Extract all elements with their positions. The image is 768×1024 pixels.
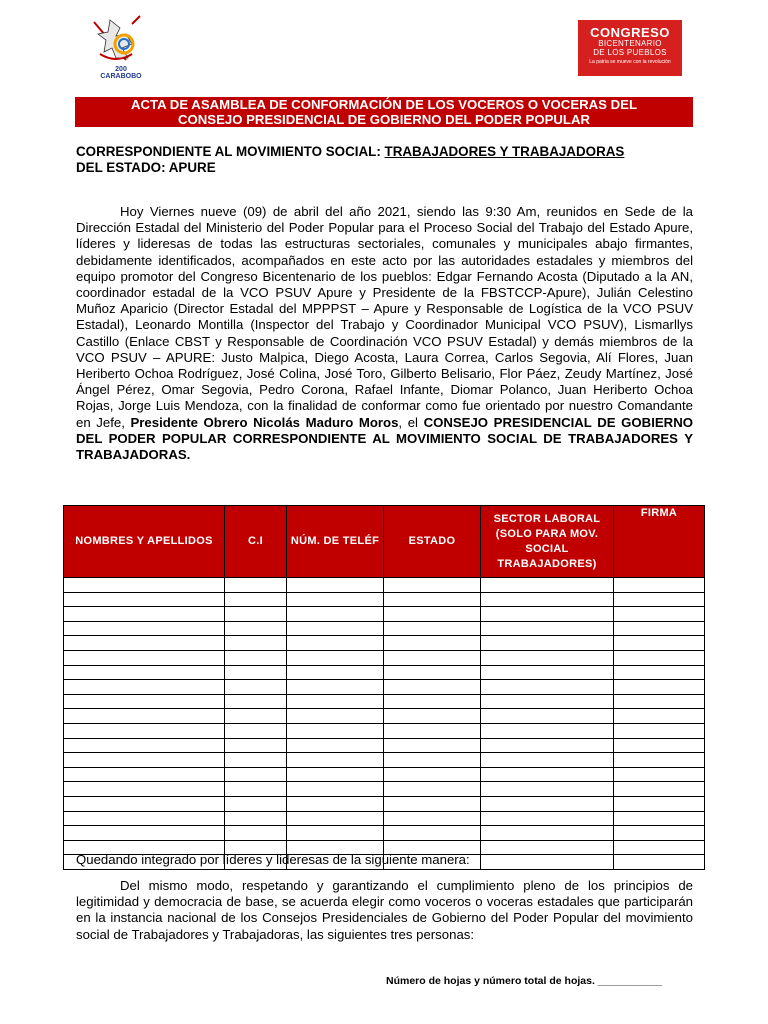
table-cell[interactable] [481,826,614,841]
table-cell[interactable] [287,723,384,738]
table-row [64,782,705,797]
table-cell[interactable] [64,738,225,753]
table-cell[interactable] [225,621,287,636]
table-cell[interactable] [64,650,225,665]
table-row [64,709,705,724]
table-cell[interactable] [225,650,287,665]
table-cell[interactable] [614,826,705,841]
subtitle-state: DEL ESTADO: APURE [76,160,216,175]
table-cell[interactable] [481,782,614,797]
table-cell[interactable] [287,694,384,709]
table-cell[interactable] [64,811,225,826]
table-cell[interactable] [481,636,614,651]
subtitle-prefix: CORRESPONDIENTE AL MOVIMIENTO SOCIAL: [76,144,385,159]
document-title [75,97,693,127]
table-cell[interactable] [287,738,384,753]
table-cell[interactable] [481,578,614,593]
table-cell[interactable] [481,723,614,738]
table-row [64,650,705,665]
table-cell[interactable] [384,811,481,826]
table-cell[interactable] [225,709,287,724]
table-cell[interactable] [384,782,481,797]
table-cell[interactable] [225,694,287,709]
table-cell[interactable] [481,650,614,665]
table-cell[interactable] [384,753,481,768]
table-cell[interactable] [614,738,705,753]
logo-slogan: La patria se mueve con la revolución [589,59,671,65]
table-row [64,621,705,636]
table-cell[interactable] [384,723,481,738]
table-cell[interactable] [287,796,384,811]
after-table-text: Quedando integrado por líderes y lideresas de la siguiente manera: [76,852,470,867]
subtitle-movement: TRABAJADORES Y TRABAJADORAS [384,144,625,159]
table-cell[interactable] [614,592,705,607]
table-cell[interactable] [225,826,287,841]
table-cell[interactable] [64,767,225,782]
table-cell[interactable] [481,753,614,768]
table-cell[interactable] [384,665,481,680]
paragraph-intro [76,204,693,463]
table-cell[interactable] [614,607,705,622]
table-cell[interactable] [481,621,614,636]
table-row [64,607,705,622]
table-cell[interactable] [225,782,287,797]
table-cell[interactable] [384,796,481,811]
table-cell[interactable] [64,578,225,593]
table-cell[interactable] [614,578,705,593]
congreso-bicentenario-logo [578,20,682,76]
table-cell[interactable] [287,592,384,607]
sheet-count-footer: Número de hojas y número total de hojas. ___________ [386,975,663,987]
table-cell[interactable] [287,665,384,680]
paragraph-intro-president: Presidente Obrero Nicolás Maduro Moros [130,414,399,430]
table-cell[interactable] [614,782,705,797]
table-cell[interactable] [384,650,481,665]
table-cell[interactable] [225,592,287,607]
table-cell[interactable] [614,796,705,811]
paragraph-election-text: Del mismo modo, respetando y garantizando el cumplimiento pleno de los principios de legitimidad y democracia de base, se acuerda elegir como voceros o voceras estadales que participarán en la instancia nacional de los Consejos Presidenciales de Gobierno del Poder Popular del movimiento social de Trabajadores y Trabajadoras, las siguientes tres personas: [76,878,693,942]
table-cell[interactable] [64,753,225,768]
table-cell[interactable] [614,650,705,665]
table-cell[interactable] [384,694,481,709]
table-cell[interactable] [481,680,614,695]
table-cell[interactable] [287,621,384,636]
table-cell[interactable] [287,753,384,768]
table-cell[interactable] [481,665,614,680]
header-estado: ESTADO [384,506,481,578]
table-cell[interactable] [384,578,481,593]
table-cell[interactable] [481,811,614,826]
table-cell[interactable] [384,636,481,651]
table-cell[interactable] [64,665,225,680]
table-cell[interactable] [481,767,614,782]
table-cell[interactable] [614,636,705,651]
bicentenario-logo [86,14,146,82]
table-cell[interactable] [614,767,705,782]
table-cell[interactable] [225,665,287,680]
header-firma: FIRMA [614,506,705,578]
table-cell[interactable] [64,796,225,811]
table-cell[interactable] [225,753,287,768]
table-cell[interactable] [287,578,384,593]
header-sector-laboral: SECTOR LABORAL (SOLO PARA MOV. SOCIAL TRABAJADORES) [481,506,614,578]
table-row [64,694,705,709]
title-line-2: CONSEJO PRESIDENCIAL DE GOBIERNO DEL PODER POPULAR [177,112,591,127]
table-cell[interactable] [384,592,481,607]
table-cell[interactable] [287,650,384,665]
table-cell[interactable] [225,578,287,593]
table-cell[interactable] [614,680,705,695]
table-cell[interactable] [225,723,287,738]
table-row [64,723,705,738]
logo-bicentenario: BICENTENARIO [598,39,662,48]
table-cell[interactable] [481,694,614,709]
table-cell[interactable] [384,738,481,753]
logo-left-text: 200 CARABOBO [100,66,142,80]
table-cell[interactable] [384,826,481,841]
title-line-1: ACTA DE ASAMBLEA DE CONFORMACIÓN DE LOS VOCEROS O VOCERAS DEL [130,97,638,112]
table-cell[interactable] [225,680,287,695]
header-ci: C.I [225,506,287,578]
table-cell[interactable] [225,796,287,811]
table-row [64,811,705,826]
table-row [64,578,705,593]
table-cell[interactable] [384,621,481,636]
subtitle [76,144,694,176]
table-cell[interactable] [287,607,384,622]
table-cell[interactable] [384,607,481,622]
table-cell[interactable] [614,694,705,709]
table-cell[interactable] [384,680,481,695]
table-row [64,753,705,768]
table-cell[interactable] [481,796,614,811]
table-cell[interactable] [614,811,705,826]
table-cell[interactable] [287,826,384,841]
table-cell[interactable] [614,723,705,738]
logo-congreso: CONGRESO [590,25,670,40]
paragraph-intro-council: CONSEJO PRESIDENCIAL DE GOBIERNO DEL PODER POPULAR CORRESPONDIENTE AL MOVIMIENTO SOCIAL DE TRABAJADORES Y TRABAJADORAS. [76,414,693,463]
paragraph-intro-text: Hoy Viernes nueve (09) de abril del año 2021, siendo las 9:30 Am, reunidos en Sede de la Dirección Estadal del Ministerio del Poder Popular para el Proceso Social del Trabajo del Estado Apure, líderes y lideresas de todas las estructuras sectoriales, comunales y municipales abajo firmantes, debidamente identificados, acompañados en este acto por las autoridades estadales y miembros del equipo promotor del Congreso Bicentenario de los pueblos: Edgar Fernando Acosta (Diputado a la AN, coordinador estadal de la VCO PSUV Apure y Presidente de la FBSTCCP-Apure), Julián Celestino Muñoz Aparicio (Director Estadal del MPPPST – Apure y Responsable de Logística de la VCO PSUV Estadal), Leonardo Montilla (Inspector del Trabajo y Coordinador Municipal VCO PSUV), Lismarllys Castillo (Enlace CBST y Responsable de Coordinación VCO PSUV Estadal) y demás miembros de la VCO PSUV – APURE: Justo Malpica, Diego Acosta, Laura Correa, Carlos Segovia, Alí Flores, Juan Heriberto Ochoa Rodríguez, José Colina, José Toro, Gilberto Belisario, Flor Páez, Zeudy Martínez, José Ángel Pérez, Omar Segovia, Pedro Corona, Rafael Infante, Diomar Polanco, Juan Heriberto Ochoa Rojas, Jorge Luis Mendoza, con la finalidad de conformar como fue orientado por nuestro Comandante en Jefe, [76,204,693,430]
table-cell[interactable] [64,826,225,841]
table-cell[interactable] [64,680,225,695]
table-cell[interactable] [225,636,287,651]
table-cell[interactable] [481,592,614,607]
table-header-row [64,506,705,578]
header-nombres: NOMBRES Y APELLIDOS [64,506,225,578]
logo-de-los-pueblos: DE LOS PUEBLOS [593,48,667,57]
table-cell[interactable] [287,782,384,797]
table-cell[interactable] [481,738,614,753]
table-cell[interactable] [287,636,384,651]
table-cell[interactable] [287,811,384,826]
table-cell[interactable] [64,723,225,738]
table-row [64,680,705,695]
table-cell[interactable] [64,621,225,636]
table-cell[interactable] [64,782,225,797]
table-cell[interactable] [225,767,287,782]
table-cell[interactable] [64,607,225,622]
table-row [64,738,705,753]
paragraph-election [76,878,693,943]
table-row [64,665,705,680]
table-cell[interactable] [614,753,705,768]
table-cell[interactable] [384,709,481,724]
table-cell[interactable] [225,738,287,753]
table-cell[interactable] [64,592,225,607]
table-cell[interactable] [64,694,225,709]
table-cell[interactable] [481,709,614,724]
table-cell[interactable] [614,665,705,680]
table-cell[interactable] [64,636,225,651]
table-cell[interactable] [481,607,614,622]
table-cell[interactable] [64,709,225,724]
table-cell[interactable] [287,709,384,724]
table-cell[interactable] [225,811,287,826]
paragraph-intro-mid: , el [398,414,424,430]
table-cell[interactable] [384,767,481,782]
table-row [64,826,705,841]
table-row [64,592,705,607]
table-row [64,636,705,651]
table-row [64,796,705,811]
signature-table [63,505,705,870]
table-cell[interactable] [614,709,705,724]
table-cell[interactable] [225,607,287,622]
table-cell[interactable] [287,680,384,695]
table-cell[interactable] [287,767,384,782]
table-row [64,767,705,782]
table-cell[interactable] [614,621,705,636]
header-telefono: NÚM. DE TELÉF [287,506,384,578]
